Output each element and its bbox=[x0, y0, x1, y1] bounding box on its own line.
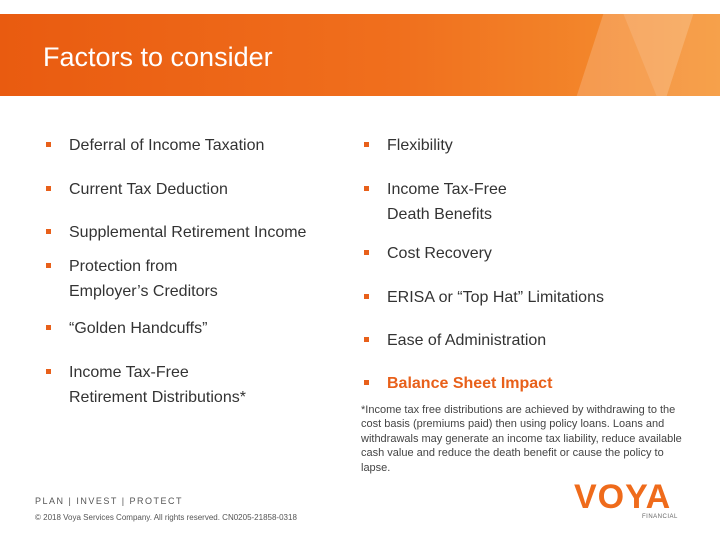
bullet-current-tax-deduction: Current Tax Deduction bbox=[46, 177, 228, 202]
bullet-marker bbox=[46, 186, 51, 191]
bullet-deferral-of-income-taxation: Deferral of Income Taxation bbox=[46, 133, 264, 158]
copyright-text: © 2018 Voya Services Company. All rights reserved. CN0205-21858-0318 bbox=[35, 513, 297, 522]
tagline: PLAN | INVEST | PROTECT bbox=[35, 496, 184, 506]
bullet-tax-free-retirement-distributions: Income Tax-Free Retirement Distributions* bbox=[46, 360, 246, 410]
bullet-marker bbox=[46, 229, 51, 234]
bullet-flexibility: Flexibility bbox=[364, 133, 453, 158]
bullet-marker bbox=[46, 142, 51, 147]
footnote: *Income tax free distributions are achieved by withdrawing to the cost basis (premiums paid) then using policy loans. Loans and withdrawals may generate an income tax liability, reduce available cash value and reduce the death benefit or cause the policy to lapse. bbox=[361, 404, 682, 474]
bullet-marker bbox=[364, 294, 369, 299]
bullet-supplemental-retirement-income: Supplemental Retirement Income bbox=[46, 220, 306, 245]
bullet-balance-sheet-impact: Balance Sheet Impact bbox=[364, 371, 552, 396]
bullet-golden-handcuffs: “Golden Handcuffs” bbox=[46, 316, 207, 341]
bullet-protection-from-creditors: Protection from Employer’s Creditors bbox=[46, 254, 218, 304]
bullet-marker bbox=[46, 325, 51, 330]
bullet-erisa-top-hat-limitations: ERISA or “Top Hat” Limitations bbox=[364, 285, 604, 310]
bullet-marker bbox=[364, 337, 369, 342]
bullet-marker bbox=[364, 380, 369, 385]
bullet-ease-of-administration: Ease of Administration bbox=[364, 328, 546, 353]
bullet-marker bbox=[46, 263, 51, 268]
bullet-tax-free-death-benefits: Income Tax-Free Death Benefits bbox=[364, 177, 507, 227]
slide-title: Factors to consider bbox=[43, 42, 273, 72]
bullet-marker bbox=[364, 250, 369, 255]
bullet-marker bbox=[364, 142, 369, 147]
voya-logo bbox=[574, 478, 692, 526]
bullet-marker bbox=[364, 186, 369, 191]
logo-subtitle: FINANCIAL bbox=[642, 514, 678, 520]
logo-wordmark: VOYA bbox=[574, 478, 672, 516]
bullet-cost-recovery: Cost Recovery bbox=[364, 241, 492, 266]
bullet-marker bbox=[46, 369, 51, 374]
